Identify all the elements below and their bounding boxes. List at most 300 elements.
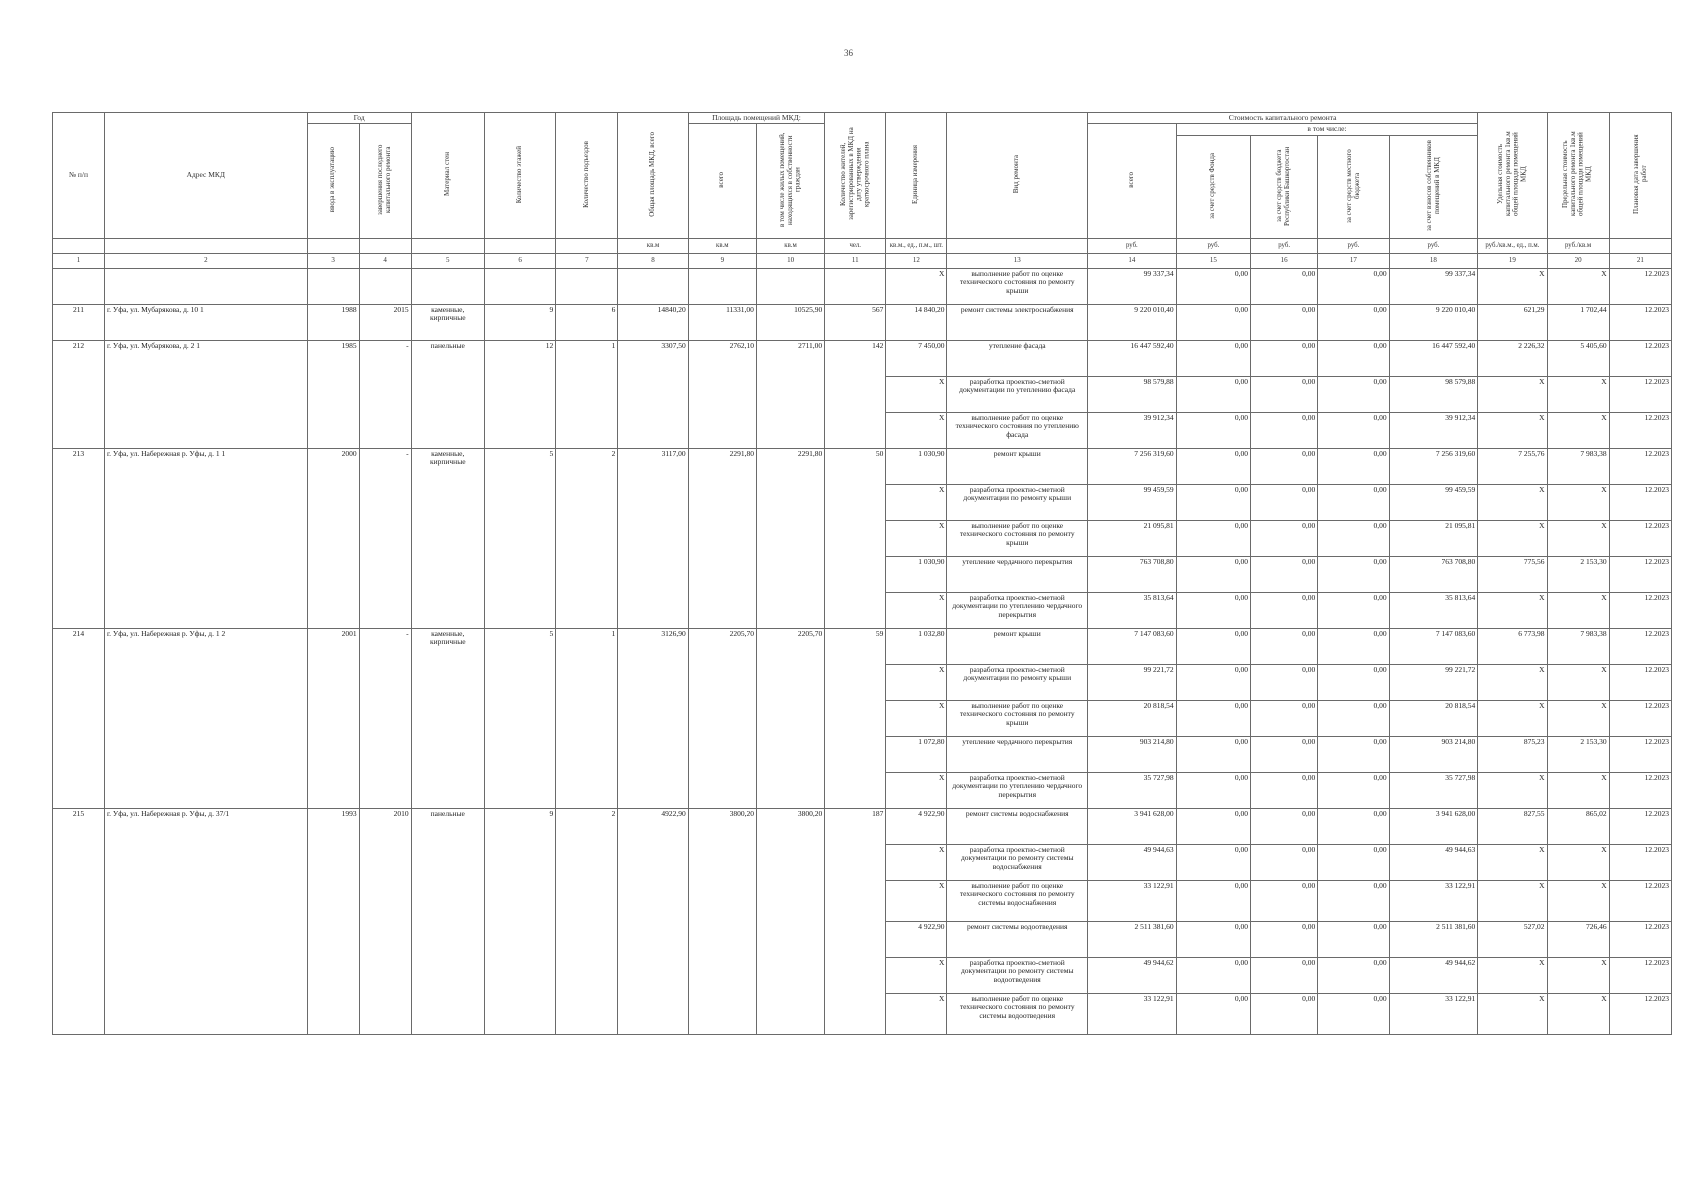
cell-cost-fund: 0,00 [1176, 700, 1250, 736]
cell-unit: 1 030,90 [886, 556, 947, 592]
cell-cost-total: 98 579,88 [1088, 376, 1177, 412]
cell-cost-owners: 33 122,91 [1389, 880, 1478, 921]
cell-unit-cost: X [1478, 484, 1547, 520]
col-number: 4 [359, 253, 411, 268]
cell-cost-fund: 0,00 [1176, 844, 1250, 880]
header-wall-material: Материал стен [411, 113, 484, 239]
cell-cost-local: 0,00 [1318, 556, 1389, 592]
col-number: 15 [1176, 253, 1250, 268]
cell-max-cost: X [1547, 376, 1609, 412]
cell-unit: X [886, 376, 947, 412]
cell-year-commission: 1985 [307, 340, 359, 448]
cell-floors: 9 [484, 304, 555, 340]
cell-work-type: выполнение работ по оценке технического состояния по ремонту системы водоотведения [947, 993, 1088, 1034]
cell-year-last-repair: - [359, 340, 411, 448]
cell-residents: 142 [825, 340, 886, 448]
cell-deadline: 12.2023 [1609, 736, 1671, 772]
col-number: 9 [688, 253, 756, 268]
cell-max-cost: 726,46 [1547, 921, 1609, 957]
cell-cost-owners: 763 708,80 [1389, 556, 1478, 592]
col-number: 6 [484, 253, 555, 268]
cell-cost-local: 0,00 [1318, 664, 1389, 700]
cell-cost-owners: 99 337,34 [1389, 268, 1478, 304]
cell-cost-republic: 0,00 [1251, 340, 1318, 376]
header-cost-local: за счет средств местного бюджета [1318, 135, 1389, 238]
cell-cost-owners: 2 511 381,60 [1389, 921, 1478, 957]
cell-deadline: 12.2023 [1609, 340, 1671, 376]
header-year-commission: ввода в эксплуатацию [307, 124, 359, 238]
cell-cost-owners: 35 813,64 [1389, 592, 1478, 628]
cell-unit: X [886, 993, 947, 1034]
cell-cost-total: 7 147 083,60 [1088, 628, 1177, 664]
header-premises-total: всего [688, 124, 756, 238]
cell-unit-cost: X [1478, 772, 1547, 808]
cell-cost-fund: 0,00 [1176, 957, 1250, 993]
cell-cost-owners: 49 944,63 [1389, 844, 1478, 880]
cell-unit-cost: X [1478, 880, 1547, 921]
cell-cost-owners: 7 256 319,60 [1389, 448, 1478, 484]
cell-cost-total: 16 447 592,40 [1088, 340, 1177, 376]
cell-max-cost: 5 405,60 [1547, 340, 1609, 376]
cell-unit: X [886, 484, 947, 520]
cell-address: г. Уфа, ул. Мубарякова, д. 10 1 [104, 304, 307, 340]
cell-residents: 50 [825, 448, 886, 628]
cell-cost-owners: 33 122,91 [1389, 993, 1478, 1034]
cell-deadline: 12.2023 [1609, 628, 1671, 664]
col-number: 11 [825, 253, 886, 268]
cell-unit-cost: 621,29 [1478, 304, 1547, 340]
cell-cost-total: 39 912,34 [1088, 412, 1177, 448]
cell-deadline: 12.2023 [1609, 304, 1671, 340]
cell-cost-republic: 0,00 [1251, 376, 1318, 412]
cell-cost-total: 35 727,98 [1088, 772, 1177, 808]
cell-work-type: ремонт системы водоснабжения [947, 808, 1088, 844]
cell-cost-owners: 21 095,81 [1389, 520, 1478, 556]
cell-max-cost: 1 702,44 [1547, 304, 1609, 340]
cell-year-last-repair: - [359, 448, 411, 628]
cell-max-cost: X [1547, 957, 1609, 993]
header-work-type: Вид ремонта [947, 113, 1088, 239]
cell-work-type: выполнение работ по оценке технического состояния по утеплению фасада [947, 412, 1088, 448]
cell-max-cost: X [1547, 592, 1609, 628]
cell-cost-fund: 0,00 [1176, 993, 1250, 1034]
cell-work-type: выполнение работ по оценке технического состояния по ремонту крыши [947, 520, 1088, 556]
cell-unit: X [886, 592, 947, 628]
cell-cost-local: 0,00 [1318, 268, 1389, 304]
header-address: Адрес МКД [104, 113, 307, 239]
cell-cost-total: 99 221,72 [1088, 664, 1177, 700]
cell-entrances: 6 [556, 304, 618, 340]
cell-work-type: ремонт крыши [947, 448, 1088, 484]
cell-cost-republic: 0,00 [1251, 700, 1318, 736]
col-number: 7 [556, 253, 618, 268]
cell-cost-republic: 0,00 [1251, 880, 1318, 921]
unit-label: руб. [1088, 238, 1177, 253]
cell-cost-local: 0,00 [1318, 304, 1389, 340]
cell-max-cost: X [1547, 520, 1609, 556]
cell-unit: X [886, 957, 947, 993]
cell-cost-fund: 0,00 [1176, 412, 1250, 448]
header-year-last-repair: завершения последнего капитального ремонта [359, 124, 411, 238]
cell-max-cost: X [1547, 700, 1609, 736]
cell-cost-total: 9 220 010,40 [1088, 304, 1177, 340]
cell-cost-local: 0,00 [1318, 844, 1389, 880]
cell-cost-fund: 0,00 [1176, 448, 1250, 484]
col-number: 1 [53, 253, 105, 268]
cell-cost-owners: 7 147 083,60 [1389, 628, 1478, 664]
page-number: 36 [844, 48, 853, 58]
cell-unit: 4 922,90 [886, 808, 947, 844]
cell-cost-republic: 0,00 [1251, 484, 1318, 520]
cell-wall-material: панельные [411, 808, 484, 1034]
cell-unit: 1 030,90 [886, 448, 947, 484]
cell-entrances: 2 [556, 448, 618, 628]
cell-unit: 7 450,00 [886, 340, 947, 376]
cell-work-type: ремонт системы электроснабжения [947, 304, 1088, 340]
cell-max-cost: X [1547, 844, 1609, 880]
cell-cost-local: 0,00 [1318, 412, 1389, 448]
cell-total-area: 3126,90 [618, 628, 688, 808]
cell-max-cost: X [1547, 412, 1609, 448]
cell-max-cost: 2 153,30 [1547, 736, 1609, 772]
cell-num: 213 [53, 448, 105, 628]
cell-cost-republic: 0,00 [1251, 628, 1318, 664]
cell-cost-owners: 3 941 628,00 [1389, 808, 1478, 844]
cell-work-type: разработка проектно-сметной документации по утеплению фасада [947, 376, 1088, 412]
cell-work-type: утепление чердачного перекрытия [947, 736, 1088, 772]
cell-cost-owners: 39 912,34 [1389, 412, 1478, 448]
header-year-group: Год [307, 113, 411, 124]
cell-cost-local: 0,00 [1318, 921, 1389, 957]
cell-cost-total: 49 944,62 [1088, 957, 1177, 993]
col-number: 10 [756, 253, 824, 268]
cell-deadline: 12.2023 [1609, 921, 1671, 957]
col-number: 2 [104, 253, 307, 268]
cell-total-area: 14840,20 [618, 304, 688, 340]
unit-label: руб. [1176, 238, 1250, 253]
cell-total-area: 3117,00 [618, 448, 688, 628]
cell-cost-fund: 0,00 [1176, 304, 1250, 340]
cell-entrances: 2 [556, 808, 618, 1034]
cell-cost-total: 35 813,64 [1088, 592, 1177, 628]
cell-cost-total: 903 214,80 [1088, 736, 1177, 772]
cell-cost-owners: 99 459,59 [1389, 484, 1478, 520]
cell-deadline: 12.2023 [1609, 664, 1671, 700]
cell-deadline: 12.2023 [1609, 957, 1671, 993]
cell-unit-cost: X [1478, 664, 1547, 700]
header-cost-fund: за счет средств Фонда [1176, 135, 1250, 238]
cell-total-area: 4922,90 [618, 808, 688, 1034]
col-number: 16 [1251, 253, 1318, 268]
header-residents: Количество жителей, зарегистрированных в МКД на дату утверждения краткосрочного плана [825, 113, 886, 239]
cell-cost-owners: 49 944,62 [1389, 957, 1478, 993]
cell-cost-owners: 98 579,88 [1389, 376, 1478, 412]
unit-label: руб. [1251, 238, 1318, 253]
unit-label: руб./кв.м., ед., п.м. [1478, 238, 1547, 253]
cell-cost-republic: 0,00 [1251, 736, 1318, 772]
cell-deadline: 12.2023 [1609, 700, 1671, 736]
cell-work-type: разработка проектно-сметной документации по ремонту крыши [947, 664, 1088, 700]
cell-premises-residential: 3800,20 [756, 808, 824, 1034]
cell-cost-total: 99 459,59 [1088, 484, 1177, 520]
cell-year-last-repair: 2010 [359, 808, 411, 1034]
cell-cost-fund: 0,00 [1176, 520, 1250, 556]
col-number: 21 [1609, 253, 1671, 268]
cell-cost-republic: 0,00 [1251, 993, 1318, 1034]
cell-floors: 5 [484, 448, 555, 628]
cell-cost-fund: 0,00 [1176, 880, 1250, 921]
cell-cost-local: 0,00 [1318, 628, 1389, 664]
header-total-area: Общая площадь МКД, всего [618, 113, 688, 239]
cell-cost-fund: 0,00 [1176, 592, 1250, 628]
unit-label: руб. [1318, 238, 1389, 253]
cell-cost-fund: 0,00 [1176, 736, 1250, 772]
cell-residents: 59 [825, 628, 886, 808]
cell-unit-cost: 2 226,32 [1478, 340, 1547, 376]
cell-year-commission: 1988 [307, 304, 359, 340]
cell-unit: X [886, 520, 947, 556]
cell-deadline: 12.2023 [1609, 520, 1671, 556]
cell-year-commission: 1993 [307, 808, 359, 1034]
cell-unit: X [886, 880, 947, 921]
cell-entrances: 1 [556, 628, 618, 808]
cell-unit-cost: 6 773,98 [1478, 628, 1547, 664]
cell-work-type: выполнение работ по оценке технического состояния по ремонту системы водоснабжения [947, 880, 1088, 921]
cell-cost-fund: 0,00 [1176, 376, 1250, 412]
cell-address: г. Уфа, ул. Мубарякова, д. 2 1 [104, 340, 307, 448]
cell-cost-owners: 16 447 592,40 [1389, 340, 1478, 376]
cell-work-type: выполнение работ по оценке технического состояния по ремонту крыши [947, 700, 1088, 736]
header-cost-republic: за счет средств бюджета Республики Башкортостан [1251, 135, 1318, 238]
col-number: 20 [1547, 253, 1609, 268]
cell-deadline: 12.2023 [1609, 592, 1671, 628]
cell-cost-fund: 0,00 [1176, 664, 1250, 700]
cell-deadline: 12.2023 [1609, 376, 1671, 412]
cell-unit: X [886, 700, 947, 736]
cell-max-cost: X [1547, 993, 1609, 1034]
cell-unit: 14 840,20 [886, 304, 947, 340]
cell-cost-republic: 0,00 [1251, 412, 1318, 448]
cell-cost-fund: 0,00 [1176, 484, 1250, 520]
cell-deadline: 12.2023 [1609, 412, 1671, 448]
header-floors: Количество этажей [484, 113, 555, 239]
cell-unit: X [886, 664, 947, 700]
header-entrances: Количество подъездов [556, 113, 618, 239]
cell-cost-total: 20 818,54 [1088, 700, 1177, 736]
cell-cost-republic: 0,00 [1251, 592, 1318, 628]
cell-unit-cost: 875,23 [1478, 736, 1547, 772]
cell-deadline: 12.2023 [1609, 268, 1671, 304]
cell-unit-cost: X [1478, 376, 1547, 412]
header-cost-owners: за счет взносов собственников помещений в МКД [1389, 135, 1478, 238]
cell-cost-owners: 20 818,54 [1389, 700, 1478, 736]
cell-work-type: выполнение работ по оценке технического состояния по ремонту крыши [947, 268, 1088, 304]
table-row [53, 304, 1672, 340]
cell-cost-local: 0,00 [1318, 340, 1389, 376]
cell-premises-total: 3800,20 [688, 808, 756, 1034]
cell-cost-fund: 0,00 [1176, 772, 1250, 808]
cell-max-cost: 7 983,38 [1547, 628, 1609, 664]
cell-wall-material: каменные, кирпичные [411, 304, 484, 340]
cell-unit: X [886, 772, 947, 808]
cell-work-type: разработка проектно-сметной документации по утеплению чердачного перекрытия [947, 772, 1088, 808]
col-number: 14 [1088, 253, 1177, 268]
header-cost-total: всего [1088, 124, 1177, 238]
cell-cost-local: 0,00 [1318, 957, 1389, 993]
cell-cost-local: 0,00 [1318, 700, 1389, 736]
cell-deadline: 12.2023 [1609, 844, 1671, 880]
cell-deadline: 12.2023 [1609, 772, 1671, 808]
cell-cost-local: 0,00 [1318, 808, 1389, 844]
cell-cost-republic: 0,00 [1251, 664, 1318, 700]
header-cost-incl: в том числе: [1176, 124, 1478, 135]
cell-year-last-repair: - [359, 628, 411, 808]
cell-cost-local: 0,00 [1318, 993, 1389, 1034]
cell-cost-local: 0,00 [1318, 736, 1389, 772]
col-number: 19 [1478, 253, 1547, 268]
cell-premises-residential: 2711,00 [756, 340, 824, 448]
header-deadline: Плановая дата завершения работ [1609, 113, 1671, 239]
cell-cost-republic: 0,00 [1251, 304, 1318, 340]
cell-cost-local: 0,00 [1318, 772, 1389, 808]
cell-floors: 5 [484, 628, 555, 808]
cell-cost-total: 7 256 319,60 [1088, 448, 1177, 484]
cell-max-cost: X [1547, 484, 1609, 520]
header-unit: Единица измерения [886, 113, 947, 239]
cell-floors: 9 [484, 808, 555, 1034]
header-cost-group: Стоимость капитального ремонта [1088, 113, 1478, 124]
cell-work-type: утепление фасада [947, 340, 1088, 376]
cell-deadline: 12.2023 [1609, 556, 1671, 592]
unit-label: руб./кв.м [1547, 238, 1609, 253]
cell-unit-cost: X [1478, 520, 1547, 556]
cell-total-area: 3307,50 [618, 340, 688, 448]
header-premises-residential: в том числе жилых помещений, находящихся в собственности граждан [756, 124, 824, 238]
cell-max-cost: X [1547, 772, 1609, 808]
cell-year-commission: 2000 [307, 448, 359, 628]
cell-unit-cost: 775,56 [1478, 556, 1547, 592]
cell-cost-fund: 0,00 [1176, 556, 1250, 592]
cell-unit-cost: 527,02 [1478, 921, 1547, 957]
cell-work-type: разработка проектно-сметной документации по ремонту системы водоснабжения [947, 844, 1088, 880]
cell-cost-local: 0,00 [1318, 376, 1389, 412]
cell-year-commission: 2001 [307, 628, 359, 808]
cell-cost-local: 0,00 [1318, 520, 1389, 556]
cell-unit: X [886, 268, 947, 304]
col-number: 5 [411, 253, 484, 268]
cell-premises-residential: 10525,90 [756, 304, 824, 340]
header-unit-cost: Удельная стоимость капитального ремонта 1кв.м общей площади помещений МКД [1478, 113, 1547, 239]
cell-work-type: ремонт системы водоотведения [947, 921, 1088, 957]
cell-cost-republic: 0,00 [1251, 772, 1318, 808]
cell-cost-local: 0,00 [1318, 484, 1389, 520]
cell-deadline: 12.2023 [1609, 993, 1671, 1034]
cell-cost-total: 3 941 628,00 [1088, 808, 1177, 844]
cell-max-cost: X [1547, 268, 1609, 304]
cell-max-cost: 865,02 [1547, 808, 1609, 844]
cell-premises-total: 2762,10 [688, 340, 756, 448]
cell-cost-fund: 0,00 [1176, 268, 1250, 304]
header-num: № п/п [53, 113, 105, 239]
cell-residents: 187 [825, 808, 886, 1034]
cell-unit-cost: 827,55 [1478, 808, 1547, 844]
table-row [53, 808, 1672, 844]
cell-max-cost: X [1547, 880, 1609, 921]
cell-wall-material: каменные, кирпичные [411, 448, 484, 628]
cell-address: г. Уфа, ул. Набережная р. Уфы, д. 37/1 [104, 808, 307, 1034]
cell-cost-local: 0,00 [1318, 592, 1389, 628]
cell-cost-owners: 35 727,98 [1389, 772, 1478, 808]
cell-unit: X [886, 412, 947, 448]
unit-label: кв.м [756, 238, 824, 253]
cell-cost-local: 0,00 [1318, 448, 1389, 484]
cell-num: 214 [53, 628, 105, 808]
table-row [53, 448, 1672, 484]
cell-premises-residential: 2291,80 [756, 448, 824, 628]
cell-unit: 1 072,80 [886, 736, 947, 772]
cell-unit-cost: X [1478, 268, 1547, 304]
cell-wall-material: панельные [411, 340, 484, 448]
unit-label: кв.м., ед., п.м., шт. [886, 238, 947, 253]
cell-cost-total: 99 337,34 [1088, 268, 1177, 304]
cell-cost-fund: 0,00 [1176, 628, 1250, 664]
unit-label: кв.м [688, 238, 756, 253]
cell-cost-republic: 0,00 [1251, 957, 1318, 993]
cell-cost-republic: 0,00 [1251, 844, 1318, 880]
cell-cost-owners: 903 214,80 [1389, 736, 1478, 772]
cell-premises-residential: 2205,70 [756, 628, 824, 808]
capital-repair-table [52, 112, 1672, 1035]
cell-cost-fund: 0,00 [1176, 808, 1250, 844]
cell-cost-republic: 0,00 [1251, 268, 1318, 304]
unit-label: руб. [1389, 238, 1478, 253]
cell-deadline: 12.2023 [1609, 448, 1671, 484]
cell-max-cost: 7 983,38 [1547, 448, 1609, 484]
cell-unit-cost: X [1478, 957, 1547, 993]
cell-deadline: 12.2023 [1609, 880, 1671, 921]
cell-work-type: разработка проектно-сметной документации по ремонту системы водоотведения [947, 957, 1088, 993]
unit-label: чел. [825, 238, 886, 253]
cell-unit-cost: X [1478, 700, 1547, 736]
cell-num: 215 [53, 808, 105, 1034]
col-number: 13 [947, 253, 1088, 268]
cell-work-type: ремонт крыши [947, 628, 1088, 664]
cell-deadline: 12.2023 [1609, 808, 1671, 844]
cell-cost-total: 763 708,80 [1088, 556, 1177, 592]
cell-work-type: утепление чердачного перекрытия [947, 556, 1088, 592]
cell-cost-fund: 0,00 [1176, 921, 1250, 957]
cell-unit-cost: X [1478, 592, 1547, 628]
cell-cost-republic: 0,00 [1251, 556, 1318, 592]
cell-max-cost: 2 153,30 [1547, 556, 1609, 592]
cell-wall-material: каменные, кирпичные [411, 628, 484, 808]
cell-unit-cost: X [1478, 993, 1547, 1034]
cell-cost-republic: 0,00 [1251, 520, 1318, 556]
cell-unit: 4 922,90 [886, 921, 947, 957]
cell-cost-total: 21 095,81 [1088, 520, 1177, 556]
cell-cost-republic: 0,00 [1251, 448, 1318, 484]
cell-cost-local: 0,00 [1318, 880, 1389, 921]
cell-premises-total: 2291,80 [688, 448, 756, 628]
cell-cost-total: 33 122,91 [1088, 880, 1177, 921]
cell-unit: X [886, 844, 947, 880]
cell-unit-cost: 7 255,76 [1478, 448, 1547, 484]
cell-cost-republic: 0,00 [1251, 808, 1318, 844]
cell-deadline: 12.2023 [1609, 484, 1671, 520]
cell-cost-fund: 0,00 [1176, 340, 1250, 376]
cell-unit: 1 032,80 [886, 628, 947, 664]
cell-floors: 12 [484, 340, 555, 448]
